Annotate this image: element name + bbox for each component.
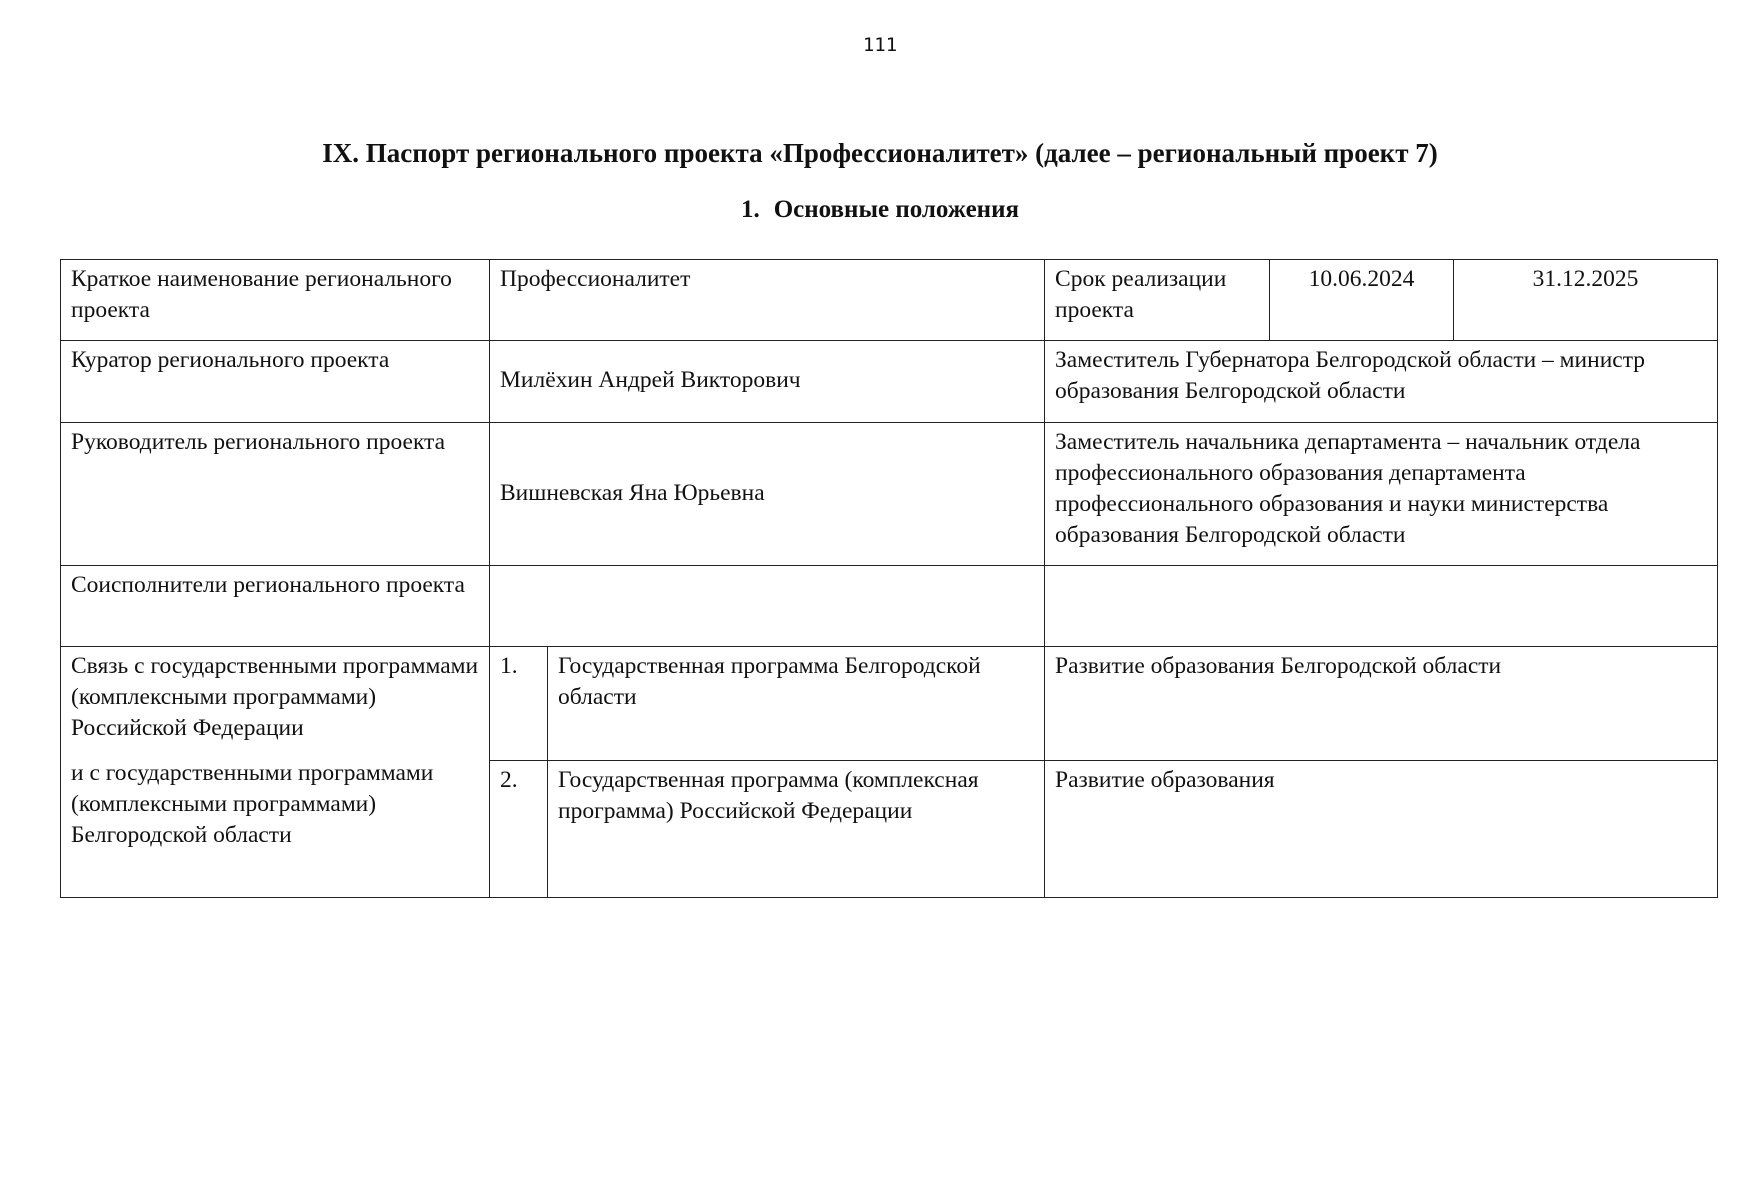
table-row-link-1 xyxy=(61,647,1718,761)
section-number: 1. xyxy=(740,196,760,223)
link-program: Государственная программа Белгородской области xyxy=(548,647,1045,761)
link-program: Государственная программа (комплексная программа) Российской Федерации xyxy=(548,761,1045,898)
head-name: Вишневская Яна Юрьевна xyxy=(490,423,1045,566)
link-program-name: Развитие образования Белгородской области xyxy=(1045,647,1718,761)
coexecutors-position xyxy=(1045,566,1718,647)
table-row-head xyxy=(61,423,1718,566)
short-name-label: Краткое наименование регионального проекта xyxy=(61,260,490,341)
term-end: 31.12.2025 xyxy=(1454,260,1718,341)
term-start: 10.06.2024 xyxy=(1270,260,1454,341)
links-label-part-2: и с государственными программами (комплексными программами) Белгородской области xyxy=(71,760,434,848)
table-row-short-name xyxy=(61,260,1718,341)
link-number: 1. xyxy=(490,647,548,761)
page-number: 111 xyxy=(862,34,898,56)
section-title: Основные положения xyxy=(773,196,1020,223)
links-label xyxy=(61,647,490,898)
document-title: IX. Паспорт регионального проекта «Профессионалитет» (далее – региональный проект 7) xyxy=(322,138,1438,168)
coexecutors-value xyxy=(490,566,1045,647)
table-row-curator xyxy=(61,341,1718,423)
table-row-coexecutors xyxy=(61,566,1718,647)
coexecutors-label: Соисполнители регионального проекта xyxy=(61,566,490,647)
curator-name: Милёхин Андрей Викторович xyxy=(490,341,1045,423)
curator-position: Заместитель Губернатора Белгородской области – министр образования Белгородской области xyxy=(1045,341,1718,423)
section-heading xyxy=(0,196,1760,224)
links-label-part-1: Связь с государственными программами (комплексными программами) Российской Федерации xyxy=(71,653,479,741)
head-label: Руководитель регионального проекта xyxy=(61,423,490,566)
head-position: Заместитель начальника департамента – начальник отдела профессионального образования департамента профессионального образования и науки министерства образования Белгородской области xyxy=(1045,423,1718,566)
link-number: 2. xyxy=(490,761,548,898)
short-name-value: Профессионалитет xyxy=(490,260,1045,341)
curator-label: Куратор регионального проекта xyxy=(61,341,490,423)
passport-table xyxy=(60,259,1718,898)
term-label: Срок реализации проекта xyxy=(1045,260,1270,341)
link-program-name: Развитие образования xyxy=(1045,761,1718,898)
